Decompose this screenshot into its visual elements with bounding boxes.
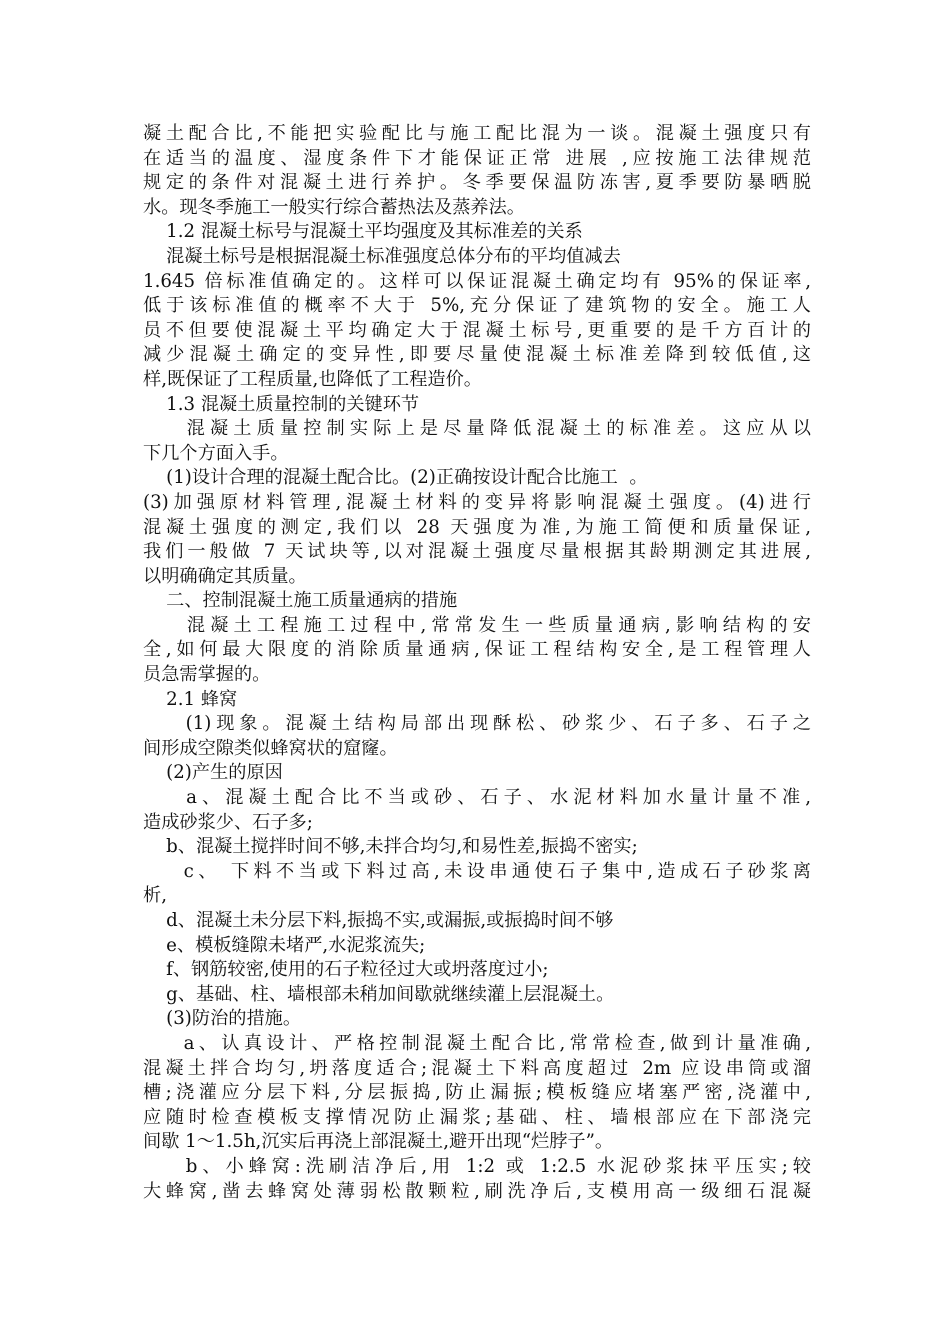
text-line: 下几个方面入手。: [143, 442, 289, 464]
text-line: 规定的条件对混凝土进行养护。冬季要保温防冻害,夏季要防暴晒脱: [143, 172, 811, 194]
text-line: 员急需掌握的。: [143, 664, 271, 686]
text-line: 槽;浇灌应分层下料,分层振捣,防止漏振;模板缝应堵塞严密,浇灌中,: [143, 1082, 811, 1104]
text-line: 样,既保证了工程质量,也降低了工程造价。: [143, 368, 482, 390]
text-line: 间歇 1～1.5h,沉实后再浇上部混凝土,避开出现“烂脖子”。: [143, 1131, 614, 1153]
text-line: b、混凝土搅拌时间不够,未拌合均匀,和易性差,振捣不密实;: [143, 836, 638, 858]
text-line: 间形成空隙类似蜂窝状的窟窿。: [143, 737, 398, 759]
text-line: b、小蜂窝:洗刷洁净后,用 1:2 或 1:2.5 水泥砂浆抹平压实;较: [143, 1155, 811, 1177]
text-line: 1.645 倍标准值确定的。这样可以保证混凝土确定均有 95%的保证率,: [143, 270, 811, 292]
text-line: 低于该标准值的概率不大于 5%,充分保证了建筑物的安全。施工人: [143, 295, 811, 317]
text-line: (1)设计合理的混凝土配合比。(2)正确按设计配合比施工 。: [143, 467, 648, 489]
text-line: e、模板缝隙未堵严,水泥浆流失;: [143, 934, 426, 956]
text-line: 2.1 蜂窝: [143, 688, 238, 710]
text-line: 大蜂窝,凿去蜂窝处薄弱松散颗粒,刷洗净后,支模用高一级细石混凝: [143, 1180, 811, 1202]
text-line: (2)产生的原因: [143, 762, 283, 784]
text-line: (3)加强原材料管理,混凝土材料的变异将影响混凝土强度。(4)进行: [143, 491, 811, 513]
text-line: 我们一般做 7 天试块等,以对混凝土强度尽量根据其龄期测定其进展,: [143, 541, 811, 563]
text-line: 混凝土工程施工过程中,常常发生一些质量通病,影响结构的安: [143, 614, 811, 636]
text-line: 以明确确定其质量。: [143, 565, 307, 587]
text-line: 应随时检查模板支撑情况防止漏浆;基础、柱、墙根部应在下部浇完: [143, 1106, 811, 1128]
text-line: 员不但要使混凝土平均确定大于混凝土标号,更重要的是千方百计的: [143, 319, 811, 341]
text-line: 水。现冬季施工一般实行综合蓄热法及蒸养法。: [143, 196, 525, 218]
text-line: 全,如何最大限度的消除质量通病,保证工程结构安全,是工程管理人: [143, 639, 811, 661]
text-line: 造成砂浆少、石子多;: [143, 811, 313, 833]
text-line: g、基础、柱、墙根部未稍加间歇就继续灌上层混凝土。: [143, 983, 615, 1005]
text-line: 在适当的温度、湿度条件下才能保证正常 进展 ,应按施工法律规范: [143, 147, 811, 169]
text-line: d、混凝土未分层下料,振捣不实,或漏振,或振捣时间不够: [143, 910, 614, 931]
text-line: 混凝土强度的测定,我们以 28 天强度为准,为施工简便和质量保证,: [143, 516, 811, 538]
text-line: 混凝土质量控制实际上是尽量降低混凝土的标准差。这应从以: [143, 418, 811, 440]
text-line: f、钢筋较密,使用的石子粒径过大或坍落度过小;: [143, 959, 549, 981]
text-line: 混凝土标号是根据混凝土标准强度总体分布的平均值减去: [143, 245, 621, 267]
text-line: 1.2 混凝土标号与混凝土平均强度及其标准差的关系: [143, 221, 583, 243]
text-line: 混凝土拌合均匀,坍落度适合;混凝土下料高度超过 2m 应设串筒或溜: [143, 1057, 811, 1079]
text-line: 析,: [143, 885, 167, 907]
text-line: a、混凝土配合比不当或砂、石子、水泥材料加水量计量不准,: [143, 787, 811, 809]
text-line: 减少混凝土确定的变异性,即要尽量使混凝土标准差降到较低值,这: [143, 344, 811, 366]
text-line: 1.3 混凝土质量控制的关键环节: [143, 393, 420, 415]
text-line: (1)现象。混凝土结构局部出现酥松、砂浆少、石子多、石子之: [143, 713, 811, 735]
text-line: a、认真设计、严格控制混凝土配合比,常常检查,做到计量准确,: [143, 1032, 811, 1054]
text-line: 凝土配合比,不能把实验配比与施工配比混为一谈。混凝土强度只有: [143, 123, 811, 144]
text-line: (3)防治的措施。: [143, 1008, 302, 1030]
body-text: [143, 122, 811, 1204]
text-line: 二、控制混凝土施工质量通病的措施: [143, 590, 458, 612]
text-line: c、 下料不当或下料过高,未设串通使石子集中,造成石子砂浆离: [143, 860, 811, 882]
